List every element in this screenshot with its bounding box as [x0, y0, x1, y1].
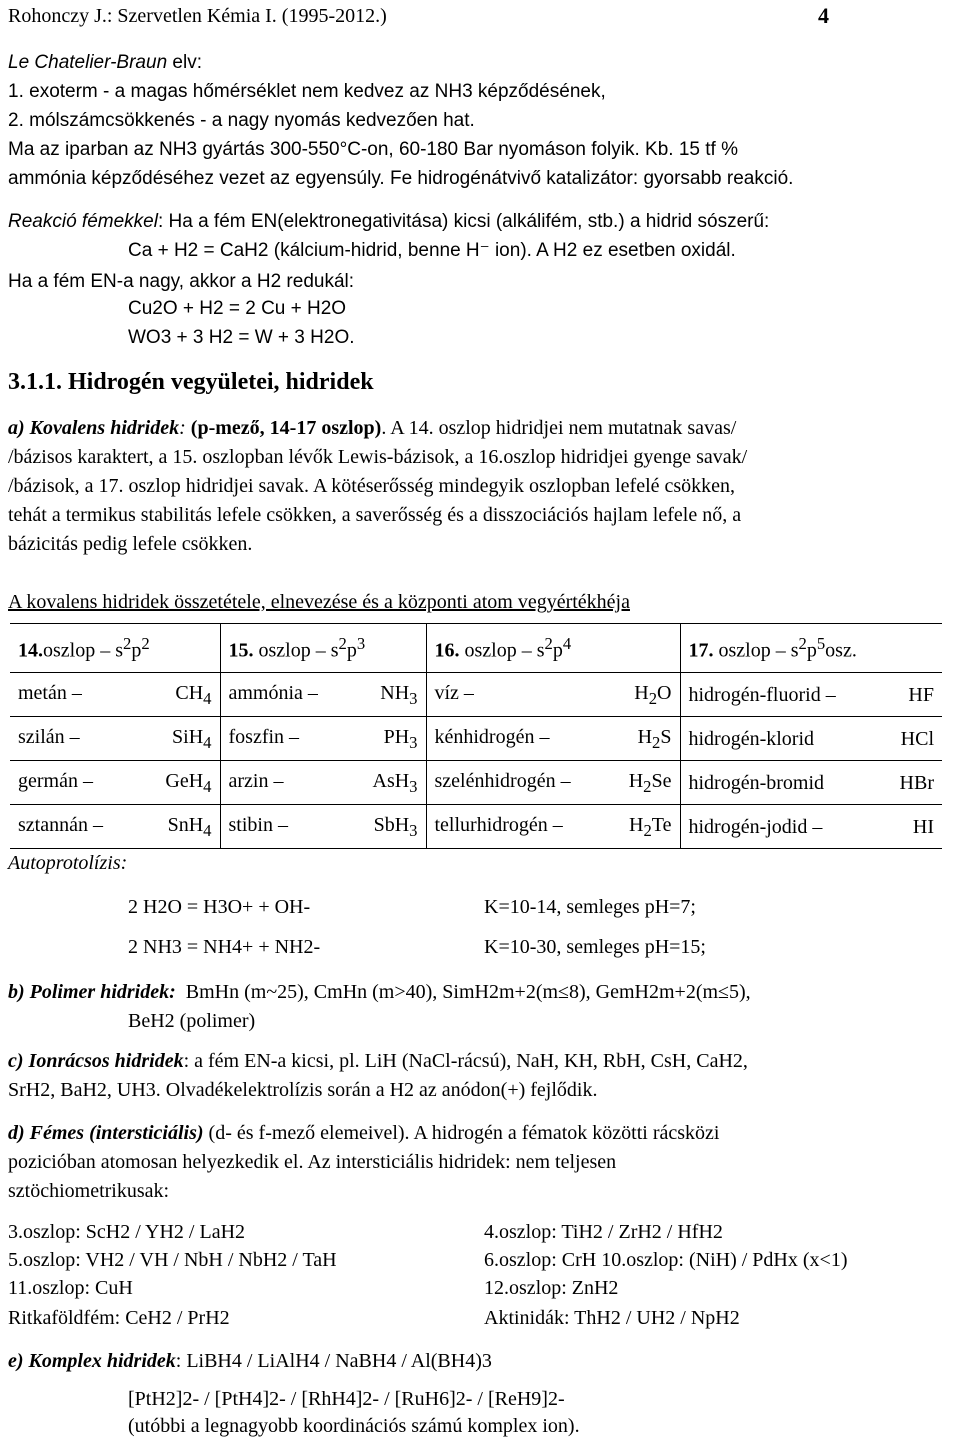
metallic-line-3: sztöchiometrikusak: [8, 1180, 170, 1202]
ionic-line-1: c) Ionrácsos hidridek: a fém EN-a kicsi, pl. LiH (NaCl-rácsú), NaH, KH, RbH, CsH, CaH2, [8, 1050, 748, 1072]
metallic-right-2: 6.oszlop: CrH 10.oszlop: (NiH) / PdHx (x<1) [484, 1249, 848, 1271]
complex-line-1: e) Komplex hidridek: LiBH4 / LiAlH4 / NaBH4 / Al(BH4)3 [8, 1350, 492, 1372]
complex-line-3: (utóbbi a legnagyobb koordinációs számú komplex ion). [128, 1415, 580, 1437]
hydride-table [10, 623, 942, 849]
metallic-left-4: Ritkaföldfém: CeH2 / PrH2 [8, 1307, 230, 1329]
autoprotolysis-k-2: K=10-30, semleges pH=15; [484, 936, 706, 958]
metallic-left-1: 3.oszlop: ScH2 / YH2 / LaH2 [8, 1221, 246, 1243]
ionic-line-2: SrH2, BaH2, UH3. Olvadékelektrolízis során a H2 az anódon(+) fejlődik. [8, 1079, 598, 1101]
table-row: germán – GeH$_4$ arzin – AsH$_3$ szelénhidrogén – $H_2Se$ hidrogén-bromid HBr [10, 761, 942, 805]
covalent-paragraph: a) Kovalens hidridek: (p-mező, 14-17 oszlop). A 14. oszlop hidridjei nem mutatnak savas/ /bázisos karaktert, a 15. oszlopban lévők Lewis-bázisok, a 16.oszlop hidridjei gyenge savak/ /bázisok, a 17. oszlop hidridjei savak. A kötéserősség mindegyik oszlopban lefelé csökken, tehát a termikus stabilitás lefele csökken, a saverősség és a disszociációs hajlam lefele nő, a bázicitás pedig lefele csökken. [8, 417, 748, 555]
table-header-row [10, 624, 942, 673]
table-caption: A kovalens hidridek összetétele, elnevezése és a központi atom vegyértékhéja [8, 591, 630, 613]
table-row: szilán – SiH$_4$ foszfin – $PH_3$ kénhidrogén – $H_2S$ hidrogén-klorid HCl [10, 717, 942, 761]
metallic-left-3: 11.oszlop: CuH [8, 1277, 133, 1299]
metals-line-2: Ha a fém EN-a nagy, akkor a H2 redukál: [8, 271, 355, 292]
complex-line-2: [PtH2]2- / [PtH4]2- / [RhH4]2- / [RuH6]2- / [ReH9]2- [128, 1388, 565, 1410]
metals-eq-3: WO3 + 3 H2 = W + 3 H2O. [128, 327, 355, 348]
table-header-cell: 15. oszlop – $s^2p^3$ [220, 624, 426, 673]
running-header: Rohonczy J.: Szervetlen Kémia I. (1995-2012.) [8, 5, 387, 27]
polymer-line-2: BeH2 (polimer) [128, 1010, 256, 1032]
autoprotolysis-label: Autoprotolízis: [8, 852, 128, 874]
covalent-label: a) Kovalens hidridek [8, 417, 180, 439]
metallic-line-1: d) Fémes (intersticiális) (d- és f-mező elemeivel). A hidrogén a fématok közötti rácsközi [8, 1122, 720, 1144]
le-chatelier-title: Le Chatelier-Braun [8, 52, 168, 73]
le-chatelier-block: Le Chatelier-Braun elv: 1. exoterm - a magas hőmérséklet nem kedvez az NH3 képződésének, 2. mólszámcsökkenés - a nagy nyomás kedvezően hat. Ma az iparban az NH3 gyártás 300-550°C-on, 60-180 Bar nyomáson folyik. Kb. 15 tf % ammónia képződéséhez vezet az egyensúly. Fe hidrogénátvivő katalizátor: gyorsabb reakció. [8, 48, 952, 193]
metals-eq-2: Cu2O + H2 = 2 Cu + H2O [128, 298, 347, 319]
polymer-line-1: b) Polimer hidridek: BmHn (m~25), CmHn (m>40), SimH2m+2(m≤8), GemH2m+2(m≤5), [8, 981, 751, 1003]
table-header-cell: 16. oszlop – $s^2p^4$ [426, 624, 680, 673]
autoprotolysis-k-1: K=10-14, semleges pH=7; [484, 896, 696, 918]
table-header-cell: 17. oszlop – $s^2p^5osz$. [680, 624, 942, 673]
page-number: 4 [818, 3, 829, 28]
table-header-cell: 14.oszlop – $s^2p^2$ [10, 624, 220, 673]
table-row: sztannán – SnH$_4$ stibin – SbH$_3$ tellurhidrogén – $H_2Te$ hidrogén-jodid – HI [10, 805, 942, 849]
table-row: metán – $CH_4$ ammónia – $NH_3$ víz – $H_2O$ hidrogén-fluorid – HF [10, 673, 942, 717]
metallic-line-2: pozicióban atomosan helyezkedik el. Az intersticiális hidridek: nem teljesen [8, 1151, 617, 1173]
metallic-right-1: 4.oszlop: TiH2 / ZrH2 / HfH2 [484, 1221, 723, 1243]
industry-line-2: ammónia képződéséhez vezet az egyensúly. Fe hidrogénátvivő katalizátor: gyorsabb reakció. [8, 168, 794, 189]
metallic-right-4: Aktinidák: ThH2 / UH2 / NpH2 [484, 1307, 740, 1329]
metals-eq-1: Ca + H2 = CaH2 (kálcium-hidrid, benne H⁻ ion). A H2 ez esetben oxidál. [128, 240, 736, 261]
metallic-left-2: 5.oszlop: VH2 / VH / NbH / NbH2 / TaH [8, 1249, 337, 1271]
le-chatelier-line-1: 1. exoterm - a magas hőmérséklet nem kedvez az NH3 képződésének, [8, 81, 606, 102]
section-title: 3.1.1. Hidrogén vegyületei, hidridek [8, 369, 374, 395]
autoprotolysis-eq-2: 2 NH3 = NH4+ + NH2- [128, 936, 321, 958]
metals-line-1: Reakció fémekkel: Ha a fém EN(elektronegativitása) kicsi (alkálifém, stb.) a hidrid sószerű: [8, 211, 770, 232]
autoprotolysis-eq-1: 2 H2O = H3O+ + OH- [128, 896, 311, 918]
le-chatelier-line-2: 2. mólszámcsökkenés - a nagy nyomás kedvezően hat. [8, 110, 475, 131]
metallic-right-3: 12.oszlop: ZnH2 [484, 1277, 619, 1299]
industry-line-1: Ma az iparban az NH3 gyártás 300-550°C-on, 60-180 Bar nyomáson folyik. Kb. 15 tf % [8, 139, 738, 160]
